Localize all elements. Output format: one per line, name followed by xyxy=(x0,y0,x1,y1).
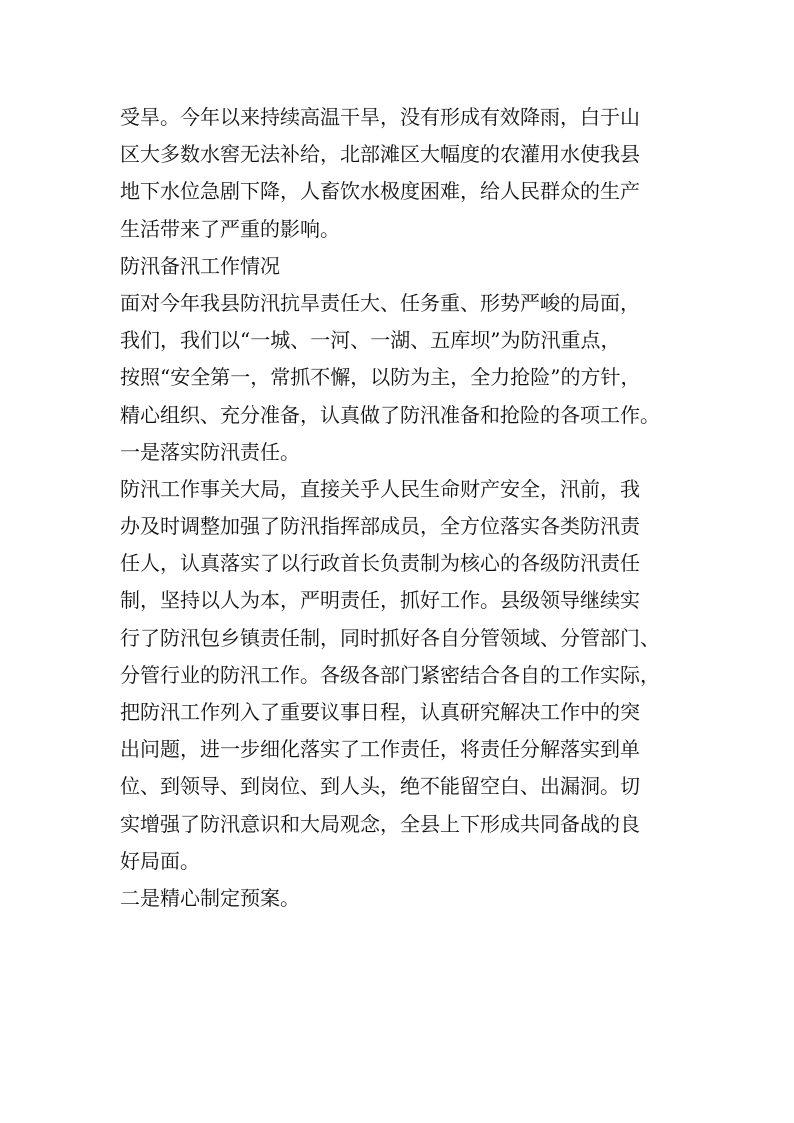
text-line: 把防汛工作列入了重要议事日程，认真研究解决工作中的突 xyxy=(120,700,640,724)
text-line: 出问题，进一步细化落实了工作责任，将责任分解落实到单 xyxy=(120,737,640,762)
text-line: 制，坚持以人为本，严明责任，抓好工作。县级领导继续实 xyxy=(120,588,640,613)
text-line: 好局面。 xyxy=(120,848,200,873)
text-line: 按照“安全第一，常抓不懈，以防为主，全力抢险”的方针， xyxy=(120,365,641,390)
text-line: 面对今年我县防汛抗旱责任大、任务重、形势严峻的局面， xyxy=(120,290,640,315)
text-line: 办及时调整加强了防汛指挥部成员，全方位落实各类防汛责 xyxy=(120,514,640,539)
text-line: 行了防汛包乡镇责任制，同时抓好各自分管领域、分管部门、 xyxy=(120,625,660,650)
text-line: 位、到领导、到岗位、到人头，绝不能留空白、出漏洞。切 xyxy=(120,774,640,799)
text-line: 精心组织、充分准备，认真做了防汛准备和抢险的各项工作。 xyxy=(120,402,660,427)
text-line: 实增强了防汛意识和大局观念，全县上下形成共同备战的良 xyxy=(120,811,640,836)
text-line: 我们，我们以“一城、一河、一湖、五库坝”为防汛重点， xyxy=(120,328,621,353)
text-line: 受旱。今年以来持续高温干旱，没有形成有效降雨，白于山 xyxy=(120,105,640,129)
text-line: 生活带来了严重的影响。 xyxy=(120,216,340,241)
section-heading: 防汛备汛工作情况 xyxy=(120,253,280,278)
text-line: 任人，认真落实了以行政首长负责制为核心的各级防汛责任 xyxy=(120,551,640,576)
subsection-heading: 一是落实防汛责任。 xyxy=(120,439,300,464)
text-line: 地下水位急剧下降，人畜饮水极度困难，给人民群众的生产 xyxy=(120,179,640,204)
subsection-heading: 二是精心制定预案。 xyxy=(120,885,300,910)
text-line: 区大多数水窖无法补给，北部滩区大幅度的农灌用水使我县 xyxy=(120,142,640,167)
text-line: 防汛工作事关大局，直接关乎人民生命财产安全，汛前，我 xyxy=(120,476,640,501)
text-line: 分管行业的防汛工作。各级各部门紧密结合各自的工作实际， xyxy=(120,662,660,687)
document-body xyxy=(120,99,690,917)
